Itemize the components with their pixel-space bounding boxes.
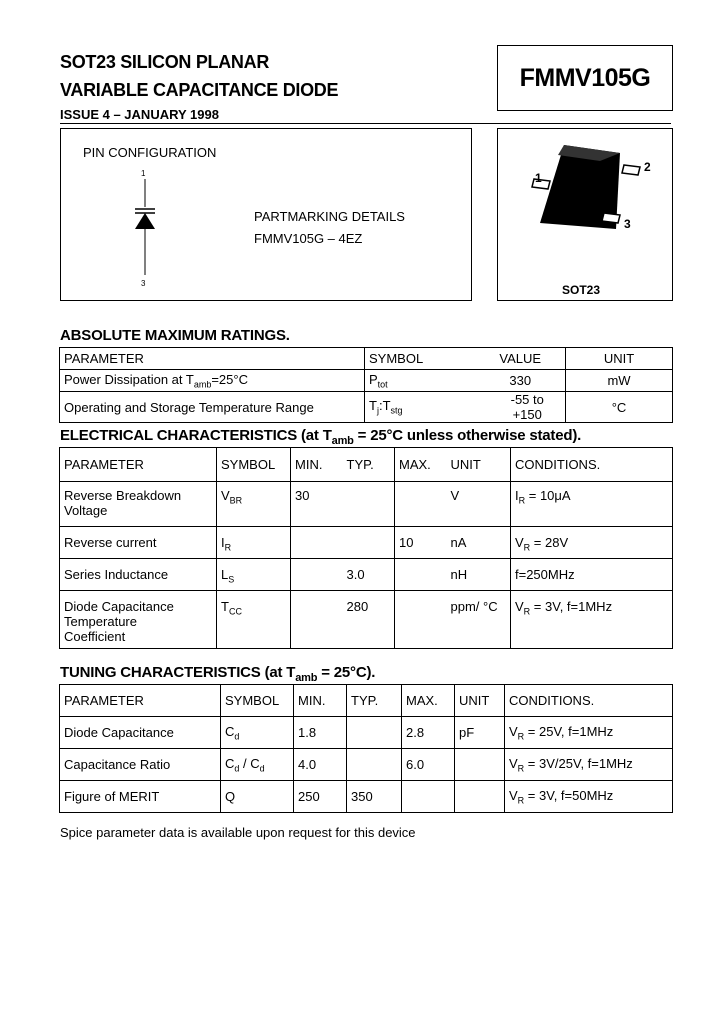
typ-cell [347,749,402,781]
part-number: FMMV105G [519,63,651,92]
typ-cell [343,482,395,527]
max-cell [395,559,447,591]
symbol-cell: Q [221,781,294,813]
abs-max-table [59,347,673,423]
unit-cell: V [447,482,511,527]
pin-config-box [60,128,472,301]
param-cell: Reverse Breakdown Voltage [60,482,217,527]
tuning-table [59,684,673,813]
header-min: MIN. [291,448,343,482]
header-conditions: CONDITIONS. [505,685,673,717]
min-cell [291,591,343,649]
header-unit: UNIT [447,448,511,482]
partmarking-heading: PARTMARKING DETAILS [254,209,405,224]
param-cell: Diode Capacitance [60,717,221,749]
header-min: MIN. [294,685,347,717]
table-header-row [60,348,673,370]
package-pin-2: 2 [644,160,651,174]
symbol-cell: $I_R$ [217,527,291,559]
max-cell: 10 [395,527,447,559]
header-parameter: PARAMETER [60,685,221,717]
table-row [60,527,673,559]
partmarking-value: FMMV105G – 4EZ [254,231,363,246]
title-line-2: VARIABLE CAPACITANCE DIODE [60,80,339,100]
param-cell: Series Inductance [60,559,217,591]
min-cell [291,527,343,559]
unit-cell: pF [455,717,505,749]
value-cell: 330 [492,370,566,392]
issue-date: ISSUE 4 – JANUARY 1998 [60,107,219,122]
table-row [60,482,673,527]
min-cell: 30 [291,482,343,527]
table-row [60,392,673,423]
param-cell: Diode Capacitance Temperature Coefficient [60,591,217,649]
header-conditions: CONDITIONS. [511,448,673,482]
conditions-cell: f=250MHz [511,559,673,591]
table-row [60,749,673,781]
max-cell [402,781,455,813]
package-box [497,128,673,301]
header-symbol: SYMBOL [217,448,291,482]
conditions-cell: $V_R = 3V$, f=50MHz [505,781,673,813]
unit-cell: mW [566,370,673,392]
min-cell: 250 [294,781,347,813]
header-unit: UNIT [455,685,505,717]
typ-cell: 3.0 [343,559,395,591]
param-cell: Figure of MERIT [60,781,221,813]
abs-max-heading: ABSOLUTE MAXIMUM RATINGS. [60,327,290,344]
conditions-cell: $V_R = 25V$, f=1MHz [505,717,673,749]
symbol-cell: $C_d / C_d$ [221,749,294,781]
header-parameter: PARAMETER [60,348,365,370]
conditions-cell: $V_R = 28V$ [511,527,673,559]
param-cell: Power Dissipation at $T_{amb}=25^\circ C$ [60,370,365,392]
table-row [60,370,673,392]
unit-cell: nA [447,527,511,559]
table-header-row [60,685,673,717]
typ-cell: 280 [343,591,395,649]
conditions-cell: $I_R = 10\mu A$ [511,482,673,527]
conditions-cell: $V_R = 3V/25V$, f=1MHz [505,749,673,781]
symbol-cell: $L_S$ [217,559,291,591]
param-cell: Reverse current [60,527,217,559]
header-unit: UNIT [566,348,673,370]
pin-bottom-label: 3 [141,279,146,288]
package-pin-3: 3 [624,217,631,231]
table-row [60,717,673,749]
package-label: SOT23 [562,283,601,297]
param-cell: Operating and Storage Temperature Range [60,392,365,423]
min-cell: 1.8 [294,717,347,749]
min-cell: 4.0 [294,749,347,781]
header-typ: TYP. [343,448,395,482]
table-header-row [60,448,673,482]
header-typ: TYP. [347,685,402,717]
header-parameter: PARAMETER [60,448,217,482]
title-line-1: SOT23 SILICON PLANAR [60,52,270,72]
unit-cell: nH [447,559,511,591]
symbol-cell: $T_j:T_{stg}$ [365,392,492,423]
max-cell: 2.8 [402,717,455,749]
symbol-cell: $P_{tot}$ [365,370,492,392]
param-cell: Capacitance Ratio [60,749,221,781]
value-cell: -55 to +150 [492,392,566,423]
electrical-heading: ELECTRICAL CHARACTERISTICS (at $T_{amb} = 25^\circ C$ unless otherwise stated). [60,427,582,447]
unit-cell [455,749,505,781]
header-max: MAX. [402,685,455,717]
table-row [60,591,673,649]
diode-symbol-icon [133,179,157,279]
header-symbol: SYMBOL [221,685,294,717]
pin-top-label: 1 [141,169,146,178]
table-row [60,559,673,591]
package-pin-1: 1 [535,171,542,185]
footer-note: Spice parameter data is available upon request for this device [60,825,416,840]
header-rule [60,123,671,124]
header-max: MAX. [395,448,447,482]
symbol-cell: $C_d$ [221,717,294,749]
max-cell [395,591,447,649]
unit-cell: ppm/ °C [447,591,511,649]
min-cell [291,559,343,591]
max-cell: 6.0 [402,749,455,781]
unit-cell: °C [566,392,673,423]
table-row [60,781,673,813]
unit-cell [455,781,505,813]
header-value: VALUE [492,348,566,370]
symbol-cell: $T_{CC}$ [217,591,291,649]
conditions-cell: $V_R = 3V$, f=1MHz [511,591,673,649]
part-number-box [497,45,673,111]
typ-cell [347,717,402,749]
tuning-heading: TUNING CHARACTERISTICS (at $T_{amb} = 25^\circ C$). [60,664,376,684]
max-cell [395,482,447,527]
symbol-cell: $V_{BR}$ [217,482,291,527]
typ-cell: 350 [347,781,402,813]
header-symbol: SYMBOL [365,348,492,370]
typ-cell [343,527,395,559]
electrical-table [59,447,673,649]
pin-config-heading: PIN CONFIGURATION [83,145,217,160]
